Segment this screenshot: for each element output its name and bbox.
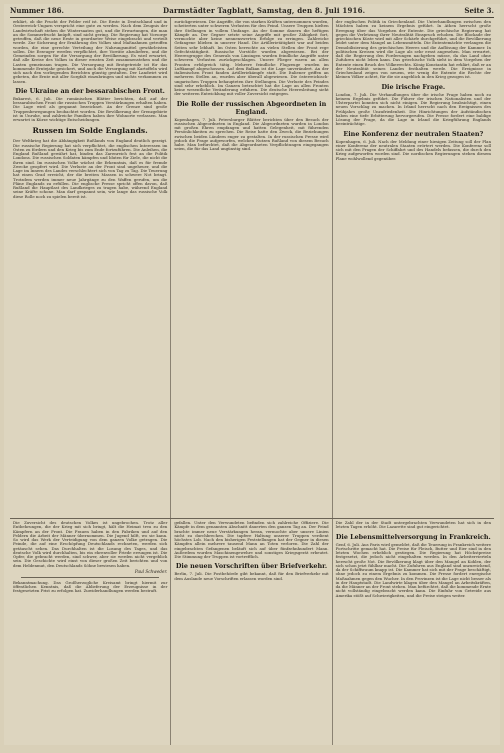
divider [21,577,159,578]
newspaper-page [4,4,500,745]
column-1-lower [10,519,171,745]
article-text: Der Weltkrieg hat die Abhängigkeit Rußlands von England deutlich gezeigt. Die russische Regierung hat sich verpflichtet, die englischen Interessen im Osten zu fördern und den Krieg bis zum Ende fortzuführen. Die Anleihen, die England Rußland gewährt hat, binden das Zarenreich fest an die Politik Londons. Die russischen Soldaten kämpfen und bluten für Ziele, die nicht die ihren sind. Im russischen Volke wächst die Erkenntnis, daß es für fremde Zwecke geopfert wird. Die Verluste an der Front sind ungeheuer, und die Lage im Innern des Landes verschlechtert sich von Tag zu Tag. Die Teuerung hat einen Grad erreicht, der die breiten Massen in schwere Not bringt. Trotzdem werden immer neue Jahrgänge zu den Waffen gerufen, um die Pläne Englands zu erfüllen. Die englische Presse spricht offen davon, daß Rußland die Hauptlast des Landkrieges zu tragen habe, während England seine Kräfte schone. Man darf gespannt sein, wie lange das russische Volk diese Rolle noch zu spielen bereit ist. [13,138,168,199]
article-text: gefallen. Unter den Verwundeten befinden sich zahlreiche Offiziere. Die Kämpfe in dem genannten Abschnitt dauerten den ganzen Tag an. Der Feind brachte immer neue Verstärkungen heran, vermochte aber unsere Linien nicht zu durchbrechen. Die tapfere Haltung unserer Truppen verdient höchstes Lob. Nach den bisherigen Feststellungen hat der Gegner in diesen Kämpfen allein mehrere tausend Mann an Toten verloren. Die Zahl der eingebrachten Gefangenen beläuft sich auf über fünfzehnhundert Mann. Außerdem wurden Maschinengewehre und sonstiges Kriegsgerät erbeutet. Die Stimmung der Truppen ist vortrefflich. [174,520,329,559]
article-text: Bukarest, 6. Juli. Die rumänischen Blätter berichten, daß auf der bessarabischen Front die russischen Truppen Verstärkungen erhalten haben. Die Lage wird als gespannt bezeichnet. An der Grenze sind große Truppenbewegungen beobachtet worden. Die Bevölkerung der Grenzgebiete ist in Unruhe, und zahlreiche Familien haben ihre Wohnorte verlassen. Man erwartet in Kürze wichtige Entscheidungen. [13,95,168,122]
column-2 [171,18,332,518]
article-text: Die Zahl der in der Stadt untergebrachten Verwundeten hat sich in den letzten Tagen erhöht. Die Lazarette sind gut eingerichtet. [335,520,491,530]
author-signature: Paul Schweder. [134,568,168,574]
article-heading: Eine Konferenz der neutralen Staaten? [343,129,484,138]
column-1 [10,18,171,518]
page-header [10,6,494,18]
article-text: der englischen Politik in Griechenland. Die Unterhandlungen zwischen den Mächten haben zu keinem Ergebnis geführt. In Athen herrscht große Erregung über das Vorgehen der Entente. Die griechische Regierung hat gegen die Verletzung ihrer Neutralität Einspruch erhoben. Die Blockade der griechischen Küste wird mit aller Schärfe durchgeführt, und die Bevölkerung leidet unter dem Mangel an Lebensmitteln. Die Ententemächte verlangen die Demobilisierung des griechischen Heeres und die Auflösung der Kammer. In politischen Kreisen wird die Lage als sehr ernst angesehen. Man erwartet, daß die Regierung den Forderungen nachgeben müsse, da das Land ohne Zufuhren nicht leben kann. Das griechische Volk sieht in dem Vorgehen der Entente einen Bruch des Völkerrechts. König Konstantin hat erklärt, daß er an der Neutralität seines Landes festhalten werde. Die Ereignisse in Griechenland zeigen von neuem, wie wenig die Entente die Rechte der kleinen Völker achtet, für die sie angeblich in den Krieg gezogen ist. [335,19,491,80]
lower-section [10,519,494,745]
article-heading: Die irische Frage. [381,82,446,91]
column-3 [333,18,494,518]
article-text: Kopenhagen, 6. Juli. Nach der Meldung einer hiesigen Zeitung soll der Plan einer Konferenz der neutralen Staaten erörtert werden. Die Konferenz soll sich mit den Fragen der Schiffahrt und des Handels befassen, die durch den Krieg aufgeworfen worden sind. Die nordischen Regierungen stehen diesem Plane wohlwollend gegenüber. [335,138,491,161]
page-number: Seite 3. [464,6,494,15]
article-heading: Die Rolle der russischen Abgeordneten in England. [176,99,327,116]
article-text: Genf, 6. Juli. Aus Paris wird gemeldet, daß die Teuerung in Frankreich weitere Fortschritte gemacht hat. Die Preise für Fleisch, Butter und Eier sind in den letzten Wochen erheblich gestiegen. Die Regierung hat Höchstpreise festgesetzt, die jedoch nicht eingehalten werden. In den Arbeitervierteln herrscht große Not. Die Bevölkerung klagt über den Mangel an Kohlen, der sich schon jetzt fühlbar macht. Die Zufuhren aus England sind unzureichend, da der Schiffsraum knapp ist. Die Kammer hat sich mit der Frage beschäftigt, ohne jedoch zu einem Ergebnis zu kommen. Die Presse fordert energische Maßnahmen gegen den Wucher. In den Provinzen ist die Lage nicht besser als in der Hauptstadt. Die Landwirte klagen über den Mangel an Arbeitskräften, da die Männer an der Front stehen. Man befürchtet, daß die kommende Ernte nicht vollständig eingebracht werden kann. Die Einfuhr von Getreide aus Amerika stößt auf Schwierigkeiten, und die Preise steigen weiter. [335,541,491,598]
article-text: Die Zuversicht des deutschen Volkes ist ungebrochen. Trotz aller Entbehrungen, die der Krieg mit sich bringt, hält die Heimat treu zu den Kämpfern an der Front. Die Frauen haben in den Fabriken und auf den Feldern die Arbeit der Männer übernommen. Die Jugend hilft, wo sie kann. So wird das Werk der Verteidigung von dem ganzen Volke getragen. Die Feinde, die auf eine Erschöpfung Deutschlands rechneten, werden sich getäuscht sehen. Das Durchhalten ist die Losung des Tages, und das deutsche Volk wird durchhalten, bis ein ehrenvoller Friede errungen ist. Die Opfer, die gebracht werden, sind schwer, aber sie werden nicht vergeblich sein. Die Geschichte wird einst von dieser großen Zeit berichten und von dem Heldenmut, den Deutschlands Söhne bewiesen haben. [13,520,168,568]
article-text: erklärt, ob die Frucht der Felder reif ist. Die Ernte in Deutschland und in Oesterreich-Ungarn verspricht eine gute zu werden. Nach dem Zeugnis der Landwirtschaft stehen die Wintersaaten gut, und die Erwartungen, die man an die Sommerfrucht knüpft, sind nicht gering. Die Regierung hat Vorsorge getroffen, daß die neue Ernte in geordneter Weise eingebracht und verteilt werde. Zur Sicherung der Ernährung des Volkes sind Maßnahmen getroffen worden, die eine gerechte Verteilung der Nahrungsmittel gewährleisten sollen. Die Erzeuger werden verpflichtet, ihre Vorräte abzuliefern, und die Gemeinden sorgen für die Versorgung der Bevölkerung. Es wird erwartet, daß alle Kreise des Volkes in dieser ernsten Zeit zusammenstehen und die Lasten gemeinsam tragen. Die Versorgung mit Brotgetreide ist für das kommende Erntejahr gesichert, und auch die Versorgung mit Kartoffeln wird sich nach den vorliegenden Berichten günstig gestalten. Der Landwirt wird gebeten, die Ernte mit aller Sorgfalt einzubringen und nichts verkommen zu lassen. [13,19,168,84]
notice-text: Bekanntmachung. Das Großherzogliche Kreisamt bringt hiermit zur öffentlichen Kenntnis, daß die Ablieferung der Erzeugnisse in der festgesetzten Frist zu erfolgen hat. Zuwiderhandlungen werden bestraft. [13,579,168,594]
article-heading: Die Ukraine an der bessarabischen Front. [15,86,165,95]
article-heading: Russen im Solde Englands. [32,126,148,136]
article-heading: Die Lebensmittelversorgung in Frankreich. [335,532,491,541]
article-text: zurückgewiesen. Die Angriffe, die von starken Kräften unternommen wurden, scheiterten unter schweren Verlusten für den Feind. Unsere Truppen hielten ihre Stellungen in vollem Umfange. An der Somme dauern die heftigen Kämpfe an. Der Gegner setzte seine Angriffe mit großer Zähigkeit fort, vermochte aber keine nennenswerten Erfolge zu erringen. Zahlreiche Gefangene blieben in unserer Hand. Die Artillerietätigkeit war auf beiden Seiten sehr lebhaft. Im Osten herrschte an vielen Stellen der Front rege Gefechtstätigkeit. Russische Vorstöße wurden abgewiesen. Bei der Heeresgruppe des Generals von Linsingen wurden feindliche Angriffe unter schweren Verlusten zurückgeschlagen. Unsere Flieger waren an allen Fronten erfolgreich tätig. Mehrere feindliche Flugzeuge wurden im Luftkampf abgeschossen. Auf dem Balkan ist die Lage unverändert. An der italienischen Front fanden Artilleriekämpfe statt. Die Italiener griffen an mehreren Stellen an, wurden aber überall abgewiesen. Die österreichisch-ungarischen Truppen behaupteten ihre Stellungen. Die Verluste des Feindes sind sehr erheblich. Im Ganzen betrachtet hat die Lage an allen Fronten keine wesentliche Veränderung erfahren. Die deutsche Heeresleitung sieht der weiteren Entwicklung mit voller Zuversicht entgegen. [174,19,329,97]
article-text: London, 7. Juli. Die Verhandlungen über die irische Frage haben noch zu keinem Ergebnis geführt. Die Führer der irischen Nationalisten und der Ulsterpartei konnten sich nicht einigen. Die Regierung beabsichtigt, einen neuen Vorschlag zu machen. In Irland herrscht nach den Ereignissen des Frühjahrs große Unzufriedenheit. Die Hinrichtungen der Aufständischen haben eine tiefe Erbitterung hervorgerufen. Die Presse fordert eine baldige Lösung der Frage, da die Lage in Irland die Kriegführung Englands beeinträchtige. [335,91,491,127]
column-3-lower [333,519,494,745]
article-text: Kopenhagen, 7. Juli. Petersburger Blätter berichten über den Besuch der russischen Abgeordneten in England. Die Abgeordneten wurden in London mit großen Ehren empfangen und hatten Gelegenheit, mit führenden Persönlichkeiten zu sprechen. Die Reise hatte den Zweck, die Beziehungen zwischen beiden Ländern enger zu gestalten. In der russischen Presse wird jedoch die Frage aufgeworfen, welchen Nutzen Rußland von diesem Besuch habe. Man befürchtet, daß die Abgeordneten Verpflichtungen eingegangen seien, die für das Land ungünstig sind. [174,116,329,152]
newspaper-title: Darmstädter Tagblatt, Samstag, den 8. Juli 1916. [163,6,366,15]
upper-section [10,18,494,519]
article-text: Berlin, 7. Juli. Die Postbehörde gibt bekannt, daß für den Briefverkehr mit dem Auslande neue Vorschriften erlassen worden sind. [174,571,329,581]
article-heading: Die neuen Vorschriften über Briefverkehr. [175,562,328,571]
column-2-lower [171,519,332,745]
issue-number: Nummer 186. [10,6,64,15]
